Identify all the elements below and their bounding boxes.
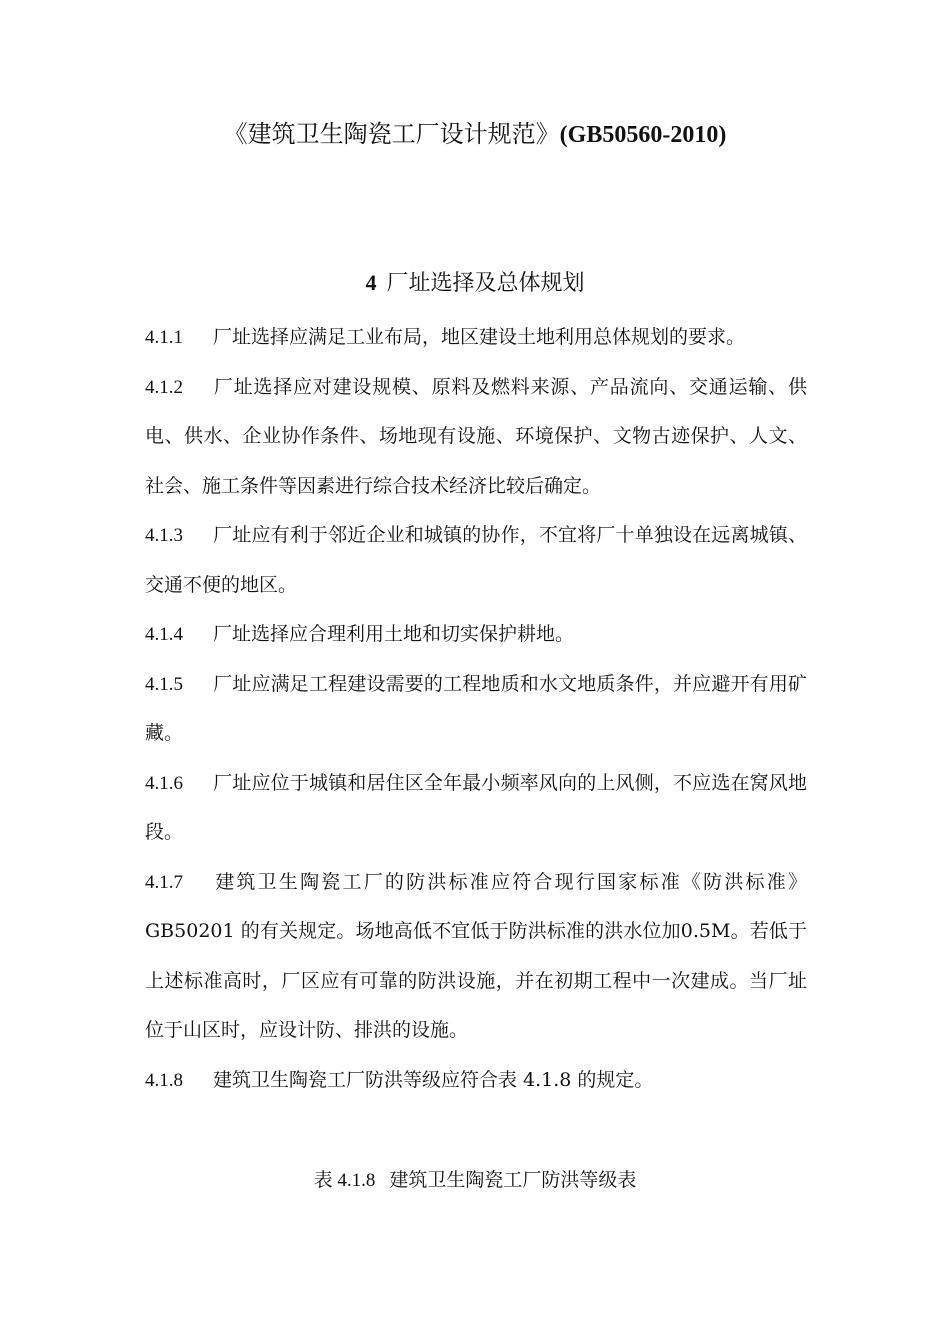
table-caption [0,1160,950,1201]
table-title: 建筑卫生陶瓷工厂防洪等级表 [389,1169,637,1191]
clause-number: 4.1.2 [145,376,183,398]
document-title-name: 《建筑卫生陶瓷工厂设计规范》 [223,120,560,148]
clause-list [145,313,807,1105]
clause-4-1-4 [145,610,807,660]
chapter-title: 厂址选择及总体规划 [386,271,585,296]
clause-number: 4.1.4 [145,624,183,645]
clause-text: 厂址应满足工程建设需要的工程地质和水文地质条件，并应避开有用矿藏。 [145,672,807,744]
clause-text: 建筑卫生陶瓷工厂的防洪标准应符合现行国家标准《防洪标准》GB50201 的有关规定。场地高低不宜低于防洪标准的洪水位加0.5M。若低于上述标准高时，厂区应有可靠的防洪设施，并在初期工程中一次建成。当厂址位于山区时，应设计防、排洪的设施。 [145,870,807,1041]
clause-text: 厂址应位于城镇和居住区全年最小频率风向的上风侧，不应选在窝风地段。 [145,771,807,843]
clause-number: 4.1.8 [145,1069,183,1091]
clause-4-1-8 [145,1056,807,1106]
clause-4-1-5 [145,660,807,759]
clause-number: 4.1.7 [145,871,183,893]
clause-number: 4.1.1 [145,327,183,348]
clause-text: 厂址选择应合理利用土地和切实保护耕地。 [213,623,575,645]
chapter-number: 4 [365,270,377,295]
clause-text: 厂址选择应满足工业布局，地区建设土地利用总体规划的要求。 [213,326,746,348]
document-code: (GB50560-2010) [559,122,727,148]
clause-number: 4.1.5 [145,673,183,695]
clause-4-1-2 [145,363,807,512]
clause-4-1-3 [145,511,807,610]
clause-text: 厂址选择应对建设规模、原料及燃料来源、产品流向、交通运输、供电、供水、企业协作条件、场地现有设施、环境保护、文物古迹保护、人文、社会、施工条件等因素进行综合技术经济比较后确定。 [145,375,807,497]
clause-4-1-6 [145,759,807,858]
chapter-heading [0,266,950,301]
clause-4-1-1 [145,313,807,363]
clause-text: 建筑卫生陶瓷工厂防洪等级应符合表 4.1.8 的规定。 [213,1068,654,1091]
clause-number: 4.1.6 [145,772,183,794]
document-title [0,116,950,153]
clause-number: 4.1.3 [145,525,183,546]
clause-4-1-7 [145,858,807,1056]
clause-text: 厂址应有利于邻近企业和城镇的协作，不宜将厂十单独设在远离城镇、交通不便的地区。 [145,524,807,596]
table-number: 表 4.1.8 [313,1170,376,1191]
